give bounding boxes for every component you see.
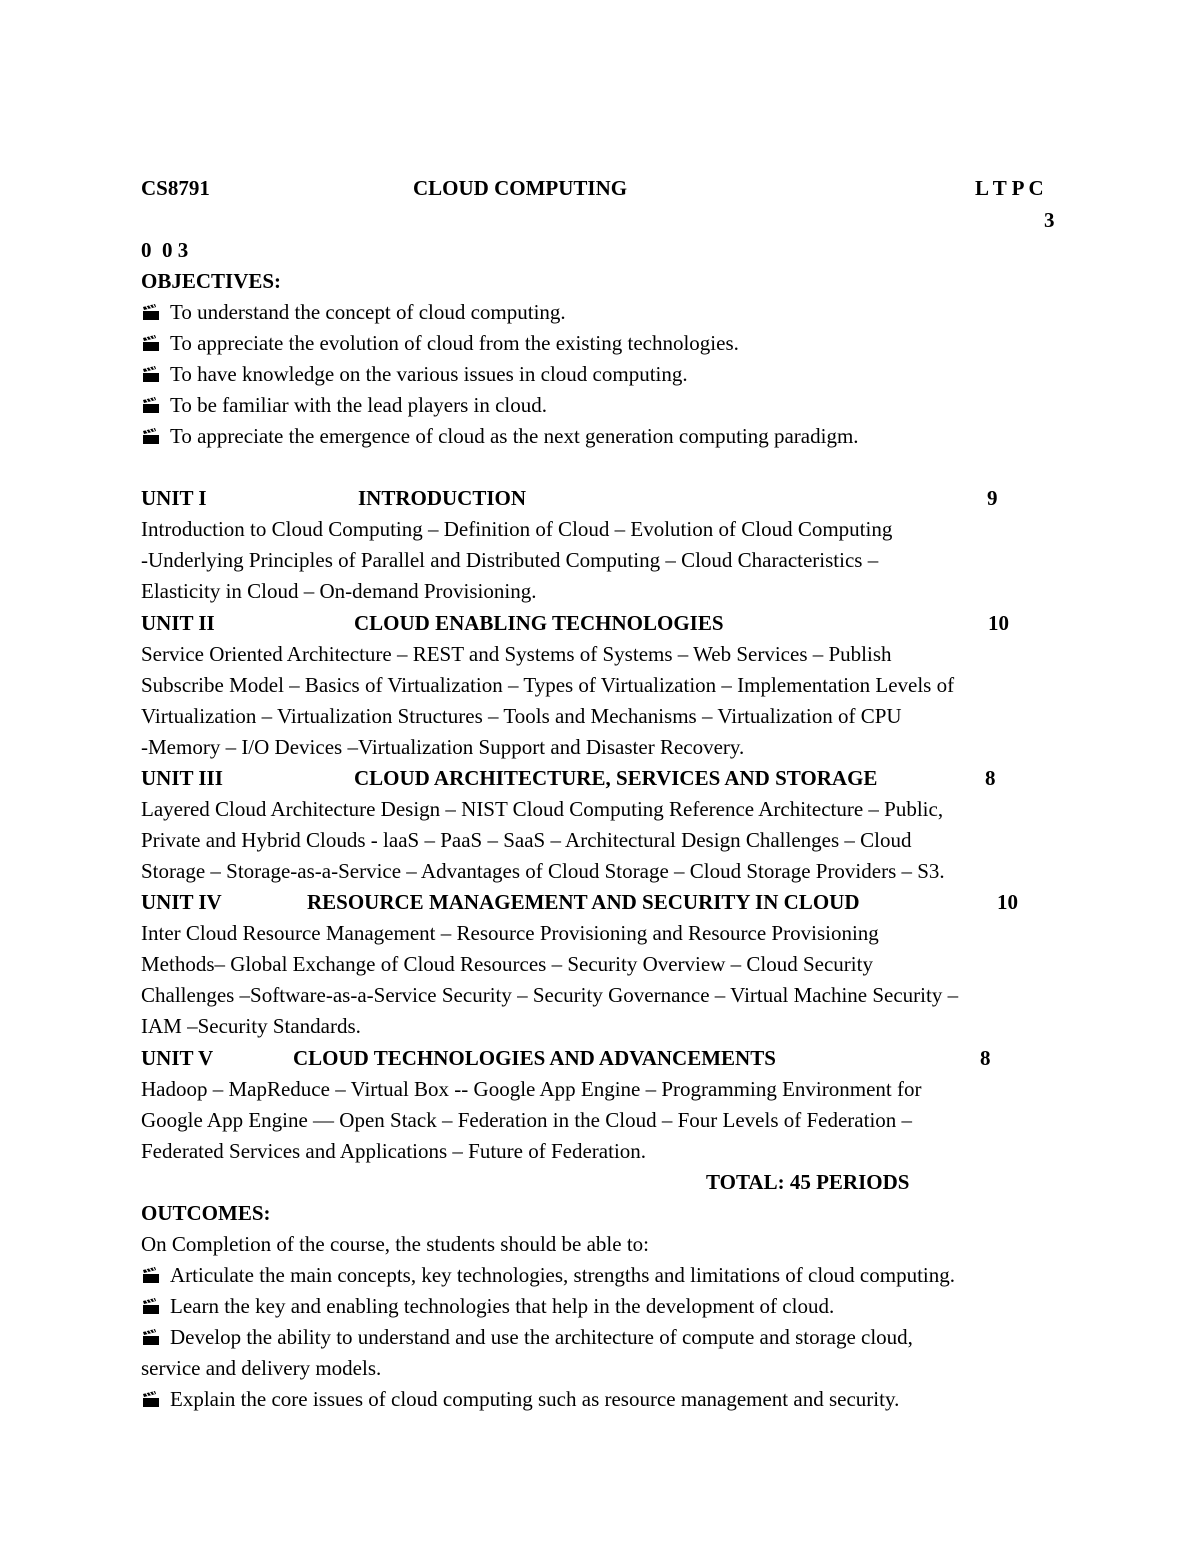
outcome-item <box>141 1386 899 1412</box>
clapperboard-icon <box>141 1297 161 1315</box>
unit-content-line: Google App Engine — Open Stack – Federation in the Cloud – Four Levels of Federation – <box>141 1108 913 1132</box>
unit-label: UNIT IV <box>141 890 222 914</box>
unit-content-line: Hadoop – MapReduce – Virtual Box -- Google App Engine – Programming Environment for <box>141 1077 922 1101</box>
unit-content-line: Layered Cloud Architecture Design – NIST Cloud Computing Reference Architecture – Public, <box>141 797 944 821</box>
objective-item <box>141 423 859 449</box>
objective-item <box>141 330 739 356</box>
outcome-item-text: Develop the ability to understand and use the architecture of compute and storage cloud, <box>170 1325 913 1349</box>
course-title: CLOUD COMPUTING <box>413 176 628 200</box>
clapperboard-icon <box>141 365 161 383</box>
clapperboard-icon <box>141 334 161 352</box>
ltpc-values: 0 0 3 <box>141 238 189 262</box>
outcome-item-text: Articulate the main concepts, key technologies, strengths and limitations of cloud computing. <box>170 1263 955 1287</box>
unit-title: CLOUD ENABLING TECHNOLOGIES <box>354 611 724 635</box>
unit-content-line: Storage – Storage-as-a-Service – Advantages of Cloud Storage – Cloud Storage Providers – S3. <box>141 859 945 883</box>
clapperboard-icon <box>141 1328 161 1346</box>
unit-content-line: IAM –Security Standards. <box>141 1014 361 1038</box>
outcomes-intro: On Completion of the course, the students should be able to: <box>141 1232 649 1256</box>
unit-content-line: Methods– Global Exchange of Cloud Resources – Security Overview – Cloud Security <box>141 952 873 976</box>
course-code: CS8791 <box>141 176 210 200</box>
unit-title: CLOUD TECHNOLOGIES AND ADVANCEMENTS <box>293 1046 776 1070</box>
unit-content-line: Virtualization – Virtualization Structures – Tools and Mechanisms – Virtualization of CPU <box>141 704 902 728</box>
ltpc-label: L T P C <box>975 176 1044 200</box>
unit-content-line: Subscribe Model – Basics of Virtualization – Types of Virtualization – Implementation Levels of <box>141 673 955 697</box>
unit-content-line: Service Oriented Architecture – REST and Systems of Systems – Web Services – Publish <box>141 642 892 666</box>
objective-item-text: To understand the concept of cloud computing. <box>170 300 566 324</box>
outcome-item <box>141 1262 955 1288</box>
unit-content-line: -Underlying Principles of Parallel and Distributed Computing – Cloud Characteristics – <box>141 548 879 572</box>
unit-content-line: Federated Services and Applications – Future of Federation. <box>141 1139 647 1163</box>
unit-periods: 8 <box>985 766 996 790</box>
unit-label: UNIT II <box>141 611 215 635</box>
outcomes-heading: OUTCOMES: <box>141 1201 271 1225</box>
objective-item <box>141 392 547 418</box>
clapperboard-icon <box>141 1266 161 1284</box>
clapperboard-icon <box>141 396 161 414</box>
unit-title: CLOUD ARCHITECTURE, SERVICES AND STORAGE <box>354 766 878 790</box>
outcome-item-text: Explain the core issues of cloud computing such as resource management and security. <box>170 1387 900 1411</box>
total-periods: TOTAL: 45 PERIODS <box>706 1170 910 1194</box>
unit-title: RESOURCE MANAGEMENT AND SECURITY IN CLOUD <box>307 890 860 914</box>
clapperboard-icon <box>141 427 161 445</box>
objective-item <box>141 299 566 325</box>
unit-label: UNIT III <box>141 766 223 790</box>
unit-content-line: Challenges –Software-as-a-Service Security – Security Governance – Virtual Machine Security – <box>141 983 959 1007</box>
objective-item-text: To appreciate the evolution of cloud from the existing technologies. <box>170 331 739 355</box>
outcome-item <box>141 1293 834 1319</box>
unit-content-line: Introduction to Cloud Computing – Definition of Cloud – Evolution of Cloud Computing <box>141 517 893 541</box>
unit-periods: 8 <box>980 1046 991 1070</box>
objective-item <box>141 361 688 387</box>
unit-periods: 9 <box>987 486 998 510</box>
unit-title: INTRODUCTION <box>358 486 527 510</box>
outcome-item-text: Learn the key and enabling technologies that help in the development of cloud. <box>170 1294 835 1318</box>
unit-periods: 10 <box>997 890 1018 914</box>
unit-content-line: Elasticity in Cloud – On-demand Provisioning. <box>141 579 537 603</box>
outcome-item <box>141 1324 913 1350</box>
clapperboard-icon <box>141 303 161 321</box>
unit-content-line: Inter Cloud Resource Management – Resource Provisioning and Resource Provisioning <box>141 921 879 945</box>
objective-item-text: To appreciate the emergence of cloud as the next generation computing paradigm. <box>170 424 859 448</box>
clapperboard-icon <box>141 1390 161 1408</box>
ltpc-value-c: 3 <box>1044 208 1055 232</box>
unit-periods: 10 <box>988 611 1009 635</box>
unit-content-line: Private and Hybrid Clouds - laaS – PaaS – SaaS – Architectural Design Challenges – Cloud <box>141 828 912 852</box>
unit-label: UNIT V <box>141 1046 214 1070</box>
objective-item-text: To have knowledge on the various issues in cloud computing. <box>170 362 688 386</box>
objective-item-text: To be familiar with the lead players in cloud. <box>170 393 547 417</box>
unit-label: UNIT I <box>141 486 207 510</box>
unit-content-line: -Memory – I/O Devices –Virtualization Support and Disaster Recovery. <box>141 735 745 759</box>
outcome-item-continuation: service and delivery models. <box>141 1356 382 1380</box>
objectives-heading: OBJECTIVES: <box>141 269 282 293</box>
